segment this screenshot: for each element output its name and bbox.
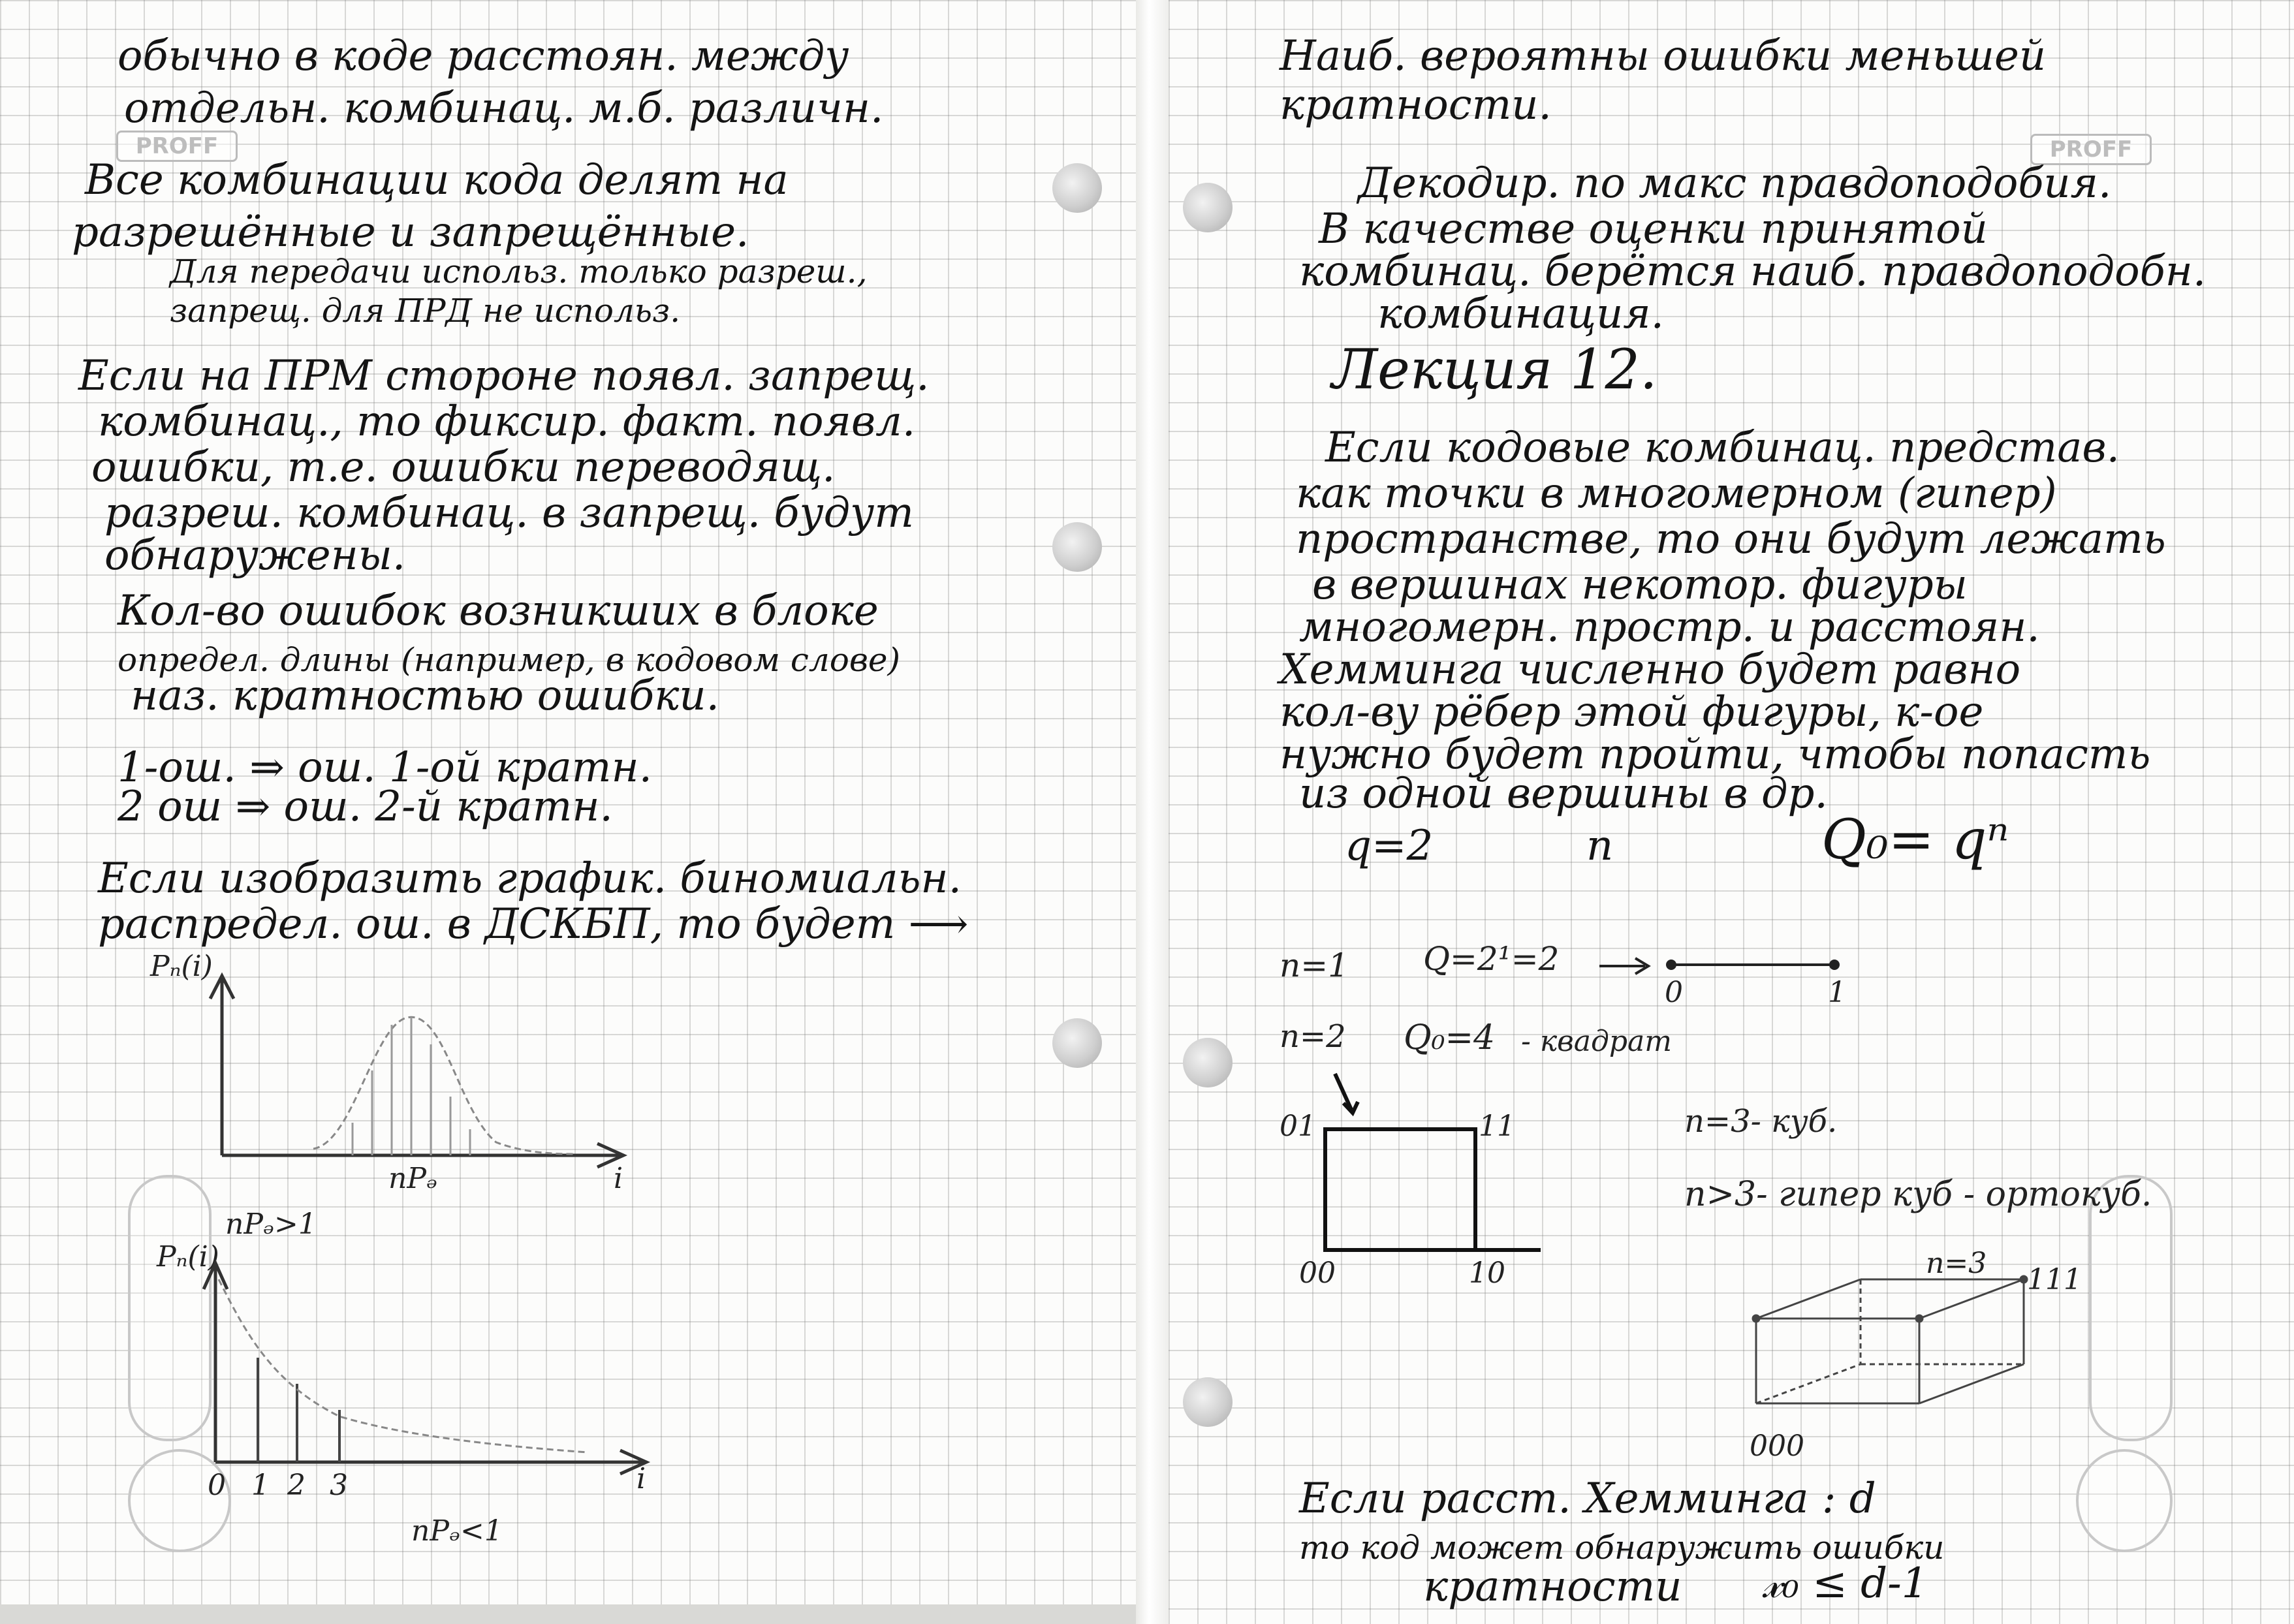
- note-line: Все комбинации кода делят на: [85, 156, 789, 204]
- note-line: Хемминга численно будет равно: [1280, 646, 2021, 694]
- note-line: кратности: [1423, 1563, 1682, 1611]
- cube-vertex-111: 111: [2027, 1263, 2082, 1296]
- graph2-decay-curve: [219, 1279, 588, 1452]
- n1-end-0: 0: [1665, 976, 1683, 1009]
- graph2-tick: 0: [208, 1469, 226, 1502]
- graph2-axes: [204, 1263, 646, 1474]
- note-line: комбинация.: [1377, 290, 1664, 338]
- note-line: отдельн. комбинац. м.б. различн.: [124, 84, 884, 133]
- graph1-bars: [353, 1018, 470, 1155]
- n1-formula: Q=2¹=2: [1423, 940, 1560, 978]
- square-n2: [1325, 1074, 1541, 1250]
- square-vertex-01: 01: [1280, 1110, 1316, 1143]
- note-line: как точки в многомерном (гипер): [1296, 469, 2057, 518]
- note-line: комбинац. берётся наиб. правдоподобн.: [1299, 247, 2207, 296]
- note-line: обнаружены.: [104, 531, 406, 580]
- note-line: пространстве, то они будут лежать: [1296, 515, 2166, 563]
- note-line: Декодир. по макс правдоподобия.: [1358, 159, 2112, 208]
- note-line: разрешённые и запрещённые.: [72, 208, 749, 257]
- note-line: комбинац., то фиксир. факт. появл.: [98, 398, 916, 446]
- graph2-tick: 1: [251, 1469, 270, 1502]
- square-vertex-11: 11: [1479, 1110, 1515, 1143]
- formula-n: n: [1586, 822, 1614, 870]
- note-line: В качестве оценки принятой: [1319, 205, 1988, 253]
- note-line: запрещ. для ПРД не использ.: [170, 292, 681, 330]
- note-line: из одной вершины в др.: [1299, 770, 1828, 818]
- graph1-y-label: Pₙ(i): [150, 950, 213, 983]
- hypercube-description: n>3- гипер куб - ортокуб.: [1684, 1175, 2152, 1214]
- note-line: Если расст. Хемминга : d: [1299, 1475, 1876, 1523]
- n2-description: - квадрат: [1521, 1025, 1672, 1058]
- square-vertex-00: 00: [1299, 1257, 1336, 1290]
- brand-logo: PROFF: [116, 131, 238, 162]
- graph2-condition-bottom: nPₔ<1: [411, 1514, 503, 1548]
- formula-q: q=2: [1345, 822, 1434, 870]
- note-line: Кол-во ошибок возникших в блоке: [118, 587, 879, 635]
- n2-label: n=2: [1280, 1018, 1346, 1055]
- note-line: кратности.: [1280, 81, 1552, 129]
- n1-label: n=1: [1280, 946, 1349, 984]
- graph2-tick: 2: [287, 1469, 306, 1502]
- note-line: то код может обнаружить ошибки: [1299, 1529, 1945, 1567]
- square-vertex-10: 10: [1469, 1257, 1505, 1290]
- note-line: кол-ву рёбер этой фигуры, к-ое: [1280, 688, 1984, 736]
- note-line: 1-ош. ⇒ ош. 1-ой кратн.: [118, 743, 652, 792]
- note-line: 2 ош ⇒ ош. 2-й кратн.: [118, 783, 613, 831]
- cube-label: n=3: [1926, 1247, 1987, 1280]
- n3-description: n=3- куб.: [1684, 1103, 1838, 1140]
- note-line: Если на ПРМ стороне появл. запрещ.: [78, 352, 930, 400]
- segment-n1: [1599, 958, 1838, 974]
- formula-q0: Q₀= qⁿ: [1821, 807, 2009, 871]
- graph1-x-label: i: [614, 1162, 623, 1195]
- graph1-axes: [210, 976, 623, 1167]
- note-line: наз. кратностью ошибки.: [131, 672, 719, 720]
- cube-n3: [1753, 1276, 2027, 1403]
- note-line: нужно будет пройти, чтобы попасть: [1280, 730, 2151, 779]
- formula-error-multiplicity: 𝓍₀ ≤ d-1: [1763, 1559, 1928, 1608]
- note-line: в вершинах некотор. фигуры: [1312, 561, 1968, 609]
- graph2-condition-top: nPₔ>1: [225, 1208, 317, 1241]
- graph2-x-label: i: [636, 1462, 646, 1495]
- lecture-title: Лекция 12.: [1332, 337, 1658, 401]
- note-line: обычно в коде расстоян. между: [118, 32, 849, 80]
- note-line: ошибки, т.е. ошибки переводящ.: [91, 443, 836, 492]
- graph2-tick: 3: [330, 1469, 348, 1502]
- note-line: Если кодовые комбинац. представ.: [1325, 424, 2120, 472]
- note-line: Если изобразить график. биномиальн.: [98, 854, 962, 903]
- note-line: определ. длины (например, в кодовом слове): [118, 641, 901, 679]
- n2-formula: Q₀=4: [1404, 1018, 1496, 1057]
- brand-logo: PROFF: [2030, 134, 2152, 165]
- note-line: многомерн. простр. и расстоян.: [1299, 603, 2040, 651]
- graph1-peak-label: nPₔ: [388, 1162, 437, 1195]
- cube-vertex-000: 000: [1750, 1429, 1804, 1463]
- n1-end-1: 1: [1828, 976, 1846, 1009]
- note-line: Наиб. вероятны ошибки меньшей: [1280, 32, 2047, 80]
- graph2-y-label: Pₙ(i): [157, 1240, 219, 1273]
- note-line: разреш. комбинац. в запрещ. будут: [104, 489, 914, 537]
- note-line: распредел. ош. в ДСКБП, то будет ⟶: [98, 900, 969, 948]
- note-line: Для передачи использ. только разреш.,: [170, 253, 868, 290]
